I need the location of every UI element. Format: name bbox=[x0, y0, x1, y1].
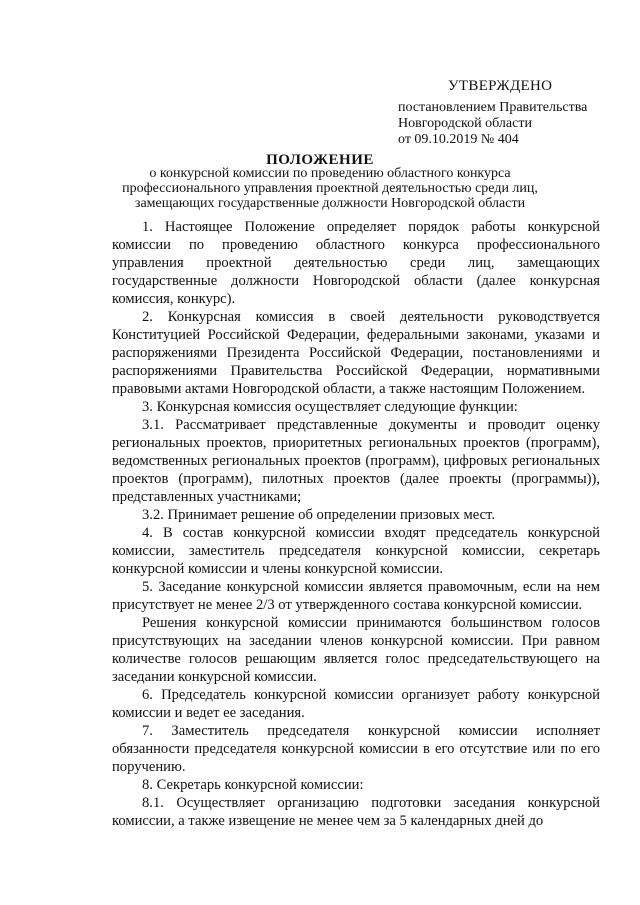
paragraph-4: 4. В состав конкурсной комиссии входят председатель конкурсной комиссии, заместитель председателя конкурсной комиссии, секретарь конкурсной комиссии и члены конкурсной комиссии. bbox=[112, 525, 600, 577]
paragraph-3-2: 3.2. Принимает решение об определении призовых мест. bbox=[142, 507, 495, 523]
paragraph-8-1: 8.1. Осуществляет организацию подготовки заседания конкурсной комиссии, а также извещение не менее чем за 5 календарных дней до bbox=[112, 795, 600, 829]
document-subtitle bbox=[120, 166, 540, 211]
subtitle-line-3: замещающих государственные должности Новгородской области bbox=[134, 196, 526, 211]
subtitle-line-2: профессионального управления проектной деятельностью среди лиц, bbox=[122, 181, 538, 196]
paragraph-5: 5. Заседание конкурсной комиссии является правомочным, если на нем присутствует не менее 2/3 от утвержденного состава конкурсной комиссии. bbox=[112, 579, 600, 613]
document-title: ПОЛОЖЕНИЕ bbox=[266, 152, 374, 168]
paragraph-2: 2. Конкурсная комиссия в своей деятельности руководствуется Конституцией Российской Федерации, федеральными законами, указами и распоряжениями Президента Российской Федерации, постановлениями и распоряжениями Правительства Российской Федерации, нормативными правовыми актами Новгородской области, а также настоящим Положением. bbox=[112, 309, 600, 397]
approval-line-2: Новгородской области bbox=[398, 116, 532, 131]
paragraph-3: 3. Конкурсная комиссия осуществляет следующие функции: bbox=[142, 399, 518, 415]
approval-line-3: от 09.10.2019 № 404 bbox=[398, 132, 519, 147]
subtitle-line-1: о конкурсной комиссии по проведению областного конкурса bbox=[149, 166, 511, 181]
paragraph-5-decisions: Решения конкурсной комиссии принимаются большинством голосов присутствующих на заседании членов конкурсной комиссии. При равном количестве голосов решающим является голос председательствующего на заседании конкурсной комиссии. bbox=[112, 615, 600, 685]
document-body bbox=[112, 218, 600, 830]
approval-heading: УТВЕРЖДЕНО bbox=[448, 78, 553, 94]
paragraph-1: 1. Настоящее Положение определяет порядок работы конкурсной комиссии по проведению областного конкурса профессионального управления проектной деятельностью среди лиц, замещающих государственные должности Новгородской области (далее конкурсная комиссия, конкурс). bbox=[112, 219, 600, 307]
approval-stamp-block bbox=[398, 78, 618, 148]
paragraph-6: 6. Председатель конкурсной комиссии организует работу конкурсной комиссии и ведет ее заседания. bbox=[112, 687, 600, 721]
paragraph-8: 8. Секретарь конкурсной комиссии: bbox=[142, 777, 364, 793]
paragraph-7: 7. Заместитель председателя конкурсной комиссии исполняет обязанности председателя конкурсной комиссии в его отсутствие или по его поручению. bbox=[112, 723, 600, 775]
approval-line-1: постановлением Правительства bbox=[398, 100, 588, 115]
paragraph-3-1: 3.1. Рассматривает представленные документы и проводит оценку региональных проектов, приоритетных региональных проектов (программ), ведомственных региональных проектов (программ), цифровых региональных проектов (программ), пилотных проектов (далее проекты (программы)), представленных участниками; bbox=[112, 417, 600, 505]
